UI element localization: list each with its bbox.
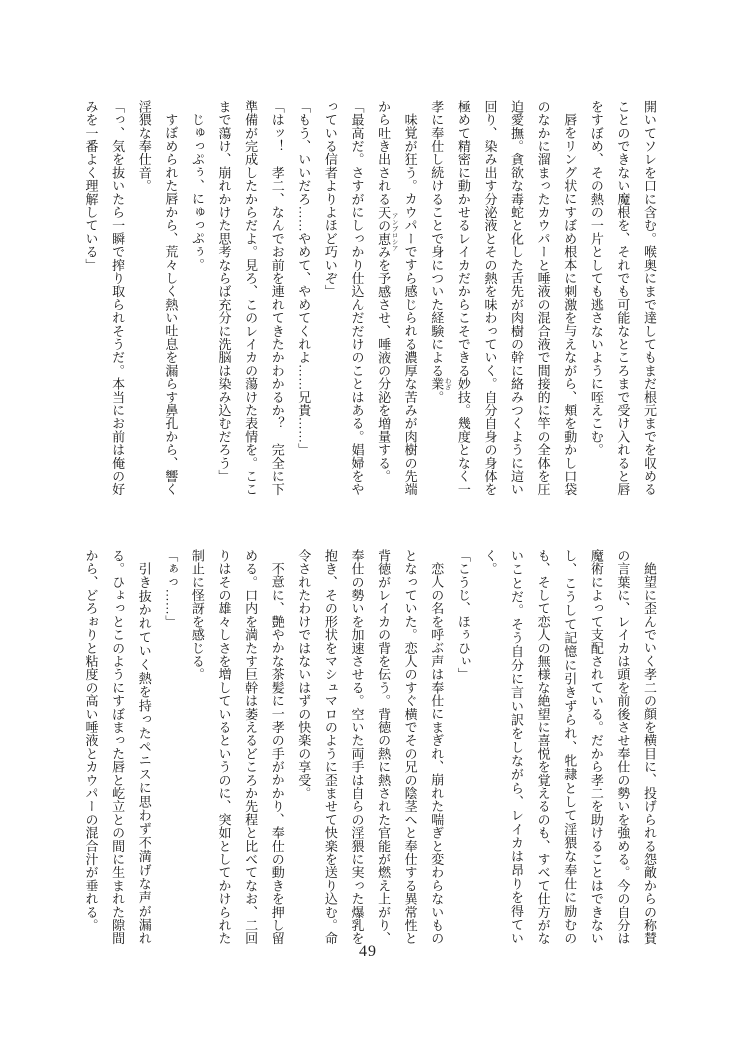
paragraph: 「ぁっ……」 bbox=[163, 549, 179, 629]
furigana-term: 天の恵み アンブロシア bbox=[376, 205, 398, 259]
paragraph: 「っ、気を抜いたら一瞬で搾り取られそうだ。本当にお前は俺の好みを一番よく理解している」 bbox=[83, 100, 126, 496]
paragraph: じゅっぷぅ、にゅっぷぅ。 bbox=[189, 113, 205, 272]
page-number: 49 bbox=[359, 943, 377, 960]
furigana-reading: アンブロシア bbox=[390, 205, 398, 259]
paragraph: 開いてソレを口に含む。喉奥にまで達してもまだ根元までを収めることのできない魔根を、それでも可能なところまで受け入れると唇をすぼめ、その熱の一片としても逃さないように咥えこむ。 bbox=[588, 100, 657, 496]
paragraph: 「はッ！ 孝二、なんでお前を連れてきたかわかるか？ 完全に下準備が完成したからだよ。見ろ、このレイカの蕩けた表情を。ここまで蕩け、崩れかけた思考ならば充分に洗脳は染み込むだろう」 bbox=[216, 100, 285, 496]
paragraph: すぼめられた唇から、荒々しく熱い吐息を漏らす鼻孔から、響く淫猥な奉仕音。 bbox=[136, 100, 179, 496]
furigana-term: 業 わざ bbox=[429, 377, 451, 391]
bottom-text-block bbox=[77, 549, 662, 945]
paragraph: 恋人の名を呼ぶ声は奉仕にまぎれ、崩れた喘ぎと変わらないものとなっていた。恋人のすぐ横でその兄の陰茎へと奉仕する異常性と背徳がレイカの背を伝う。背徳の熱に熱された官能が燃え上がり、奉仕の勢いを加速させる。空いた両手は自らの淫猥に実った爆乳を抱き、その形状をマシュマロのように歪ませて快楽を送り込む。命令されたわけではないはずの快楽の享受。 bbox=[296, 549, 445, 945]
paragraph: 引き抜かれていく熱を持ったペニスに思わず不満げな声が漏れる。ひょっとこのようにすぼまった唇と屹立との間に生まれた隙間から、どろぉりと粘度の高い唾液とカウパーの混合汁が垂れる。 bbox=[83, 549, 152, 945]
paragraph: 不意に、艶やかな茶髪に一孝の手がかかり、奉仕の動きを押し留める。口内を満たす巨幹は萎えるどころか先程と比べてなお、二回りはその雄々しさを増しているというのに、突如としてかけられた制止に怪訝を感じる。 bbox=[189, 549, 285, 945]
paragraph: 「最高だ。さすがにしっかり仕込んだだけのことはある。娼婦をやっている信者よりよほど巧いぞ」 bbox=[322, 100, 365, 496]
paragraph: 唇をリング状にすぼめ根本に刺激を与えながら、頬を動かし口袋のなかに溜まったカウパーと唾液の混合液で間接的に竿の全体を圧迫愛撫。貪欲な毒蛇と化した舌先が肉樹の幹に絡みつくように這い回り、染み出す分泌液とその熱を味わっていく。自分自身の身体を極めて精密に動かせるレイカだからこそできる妙技。幾度となく一孝に奉仕し続けることで身についた経験による業 わざ。 bbox=[429, 100, 578, 496]
paragraph: 「こうじ、ほぅひぃ」 bbox=[455, 549, 471, 681]
paragraph: 「もう、いいだろ……やめて、やめてくれよ……兄貴……」 bbox=[296, 100, 312, 457]
top-text-block bbox=[77, 100, 662, 496]
paragraph: 味覚が狂う。カウパーですら感じられる濃厚な苦みが肉樹の先端から吐き出される天の恵み アンブロシアを予感させ、唾液の分泌を増量する。 bbox=[376, 100, 418, 496]
furigana-reading: わざ bbox=[443, 377, 451, 391]
paragraph: 絶望に歪んでいく孝二の顔を横目に、投げられる怨敵からの称賛の言葉に、レイカは頭を前後させ奉仕の勢いを強める。今の自分は魔術によって支配されている。だから孝二を助けることはできないし、こうして記憶に引きずられ、牝隷として淫猥な奉仕に励むのも、そして恋人の無様な絶望に喜悦を覚えるのも、すべて仕方がないことだ。そう自分に言い訳をしながら、レイカは昂りを得ていく。 bbox=[482, 549, 657, 945]
